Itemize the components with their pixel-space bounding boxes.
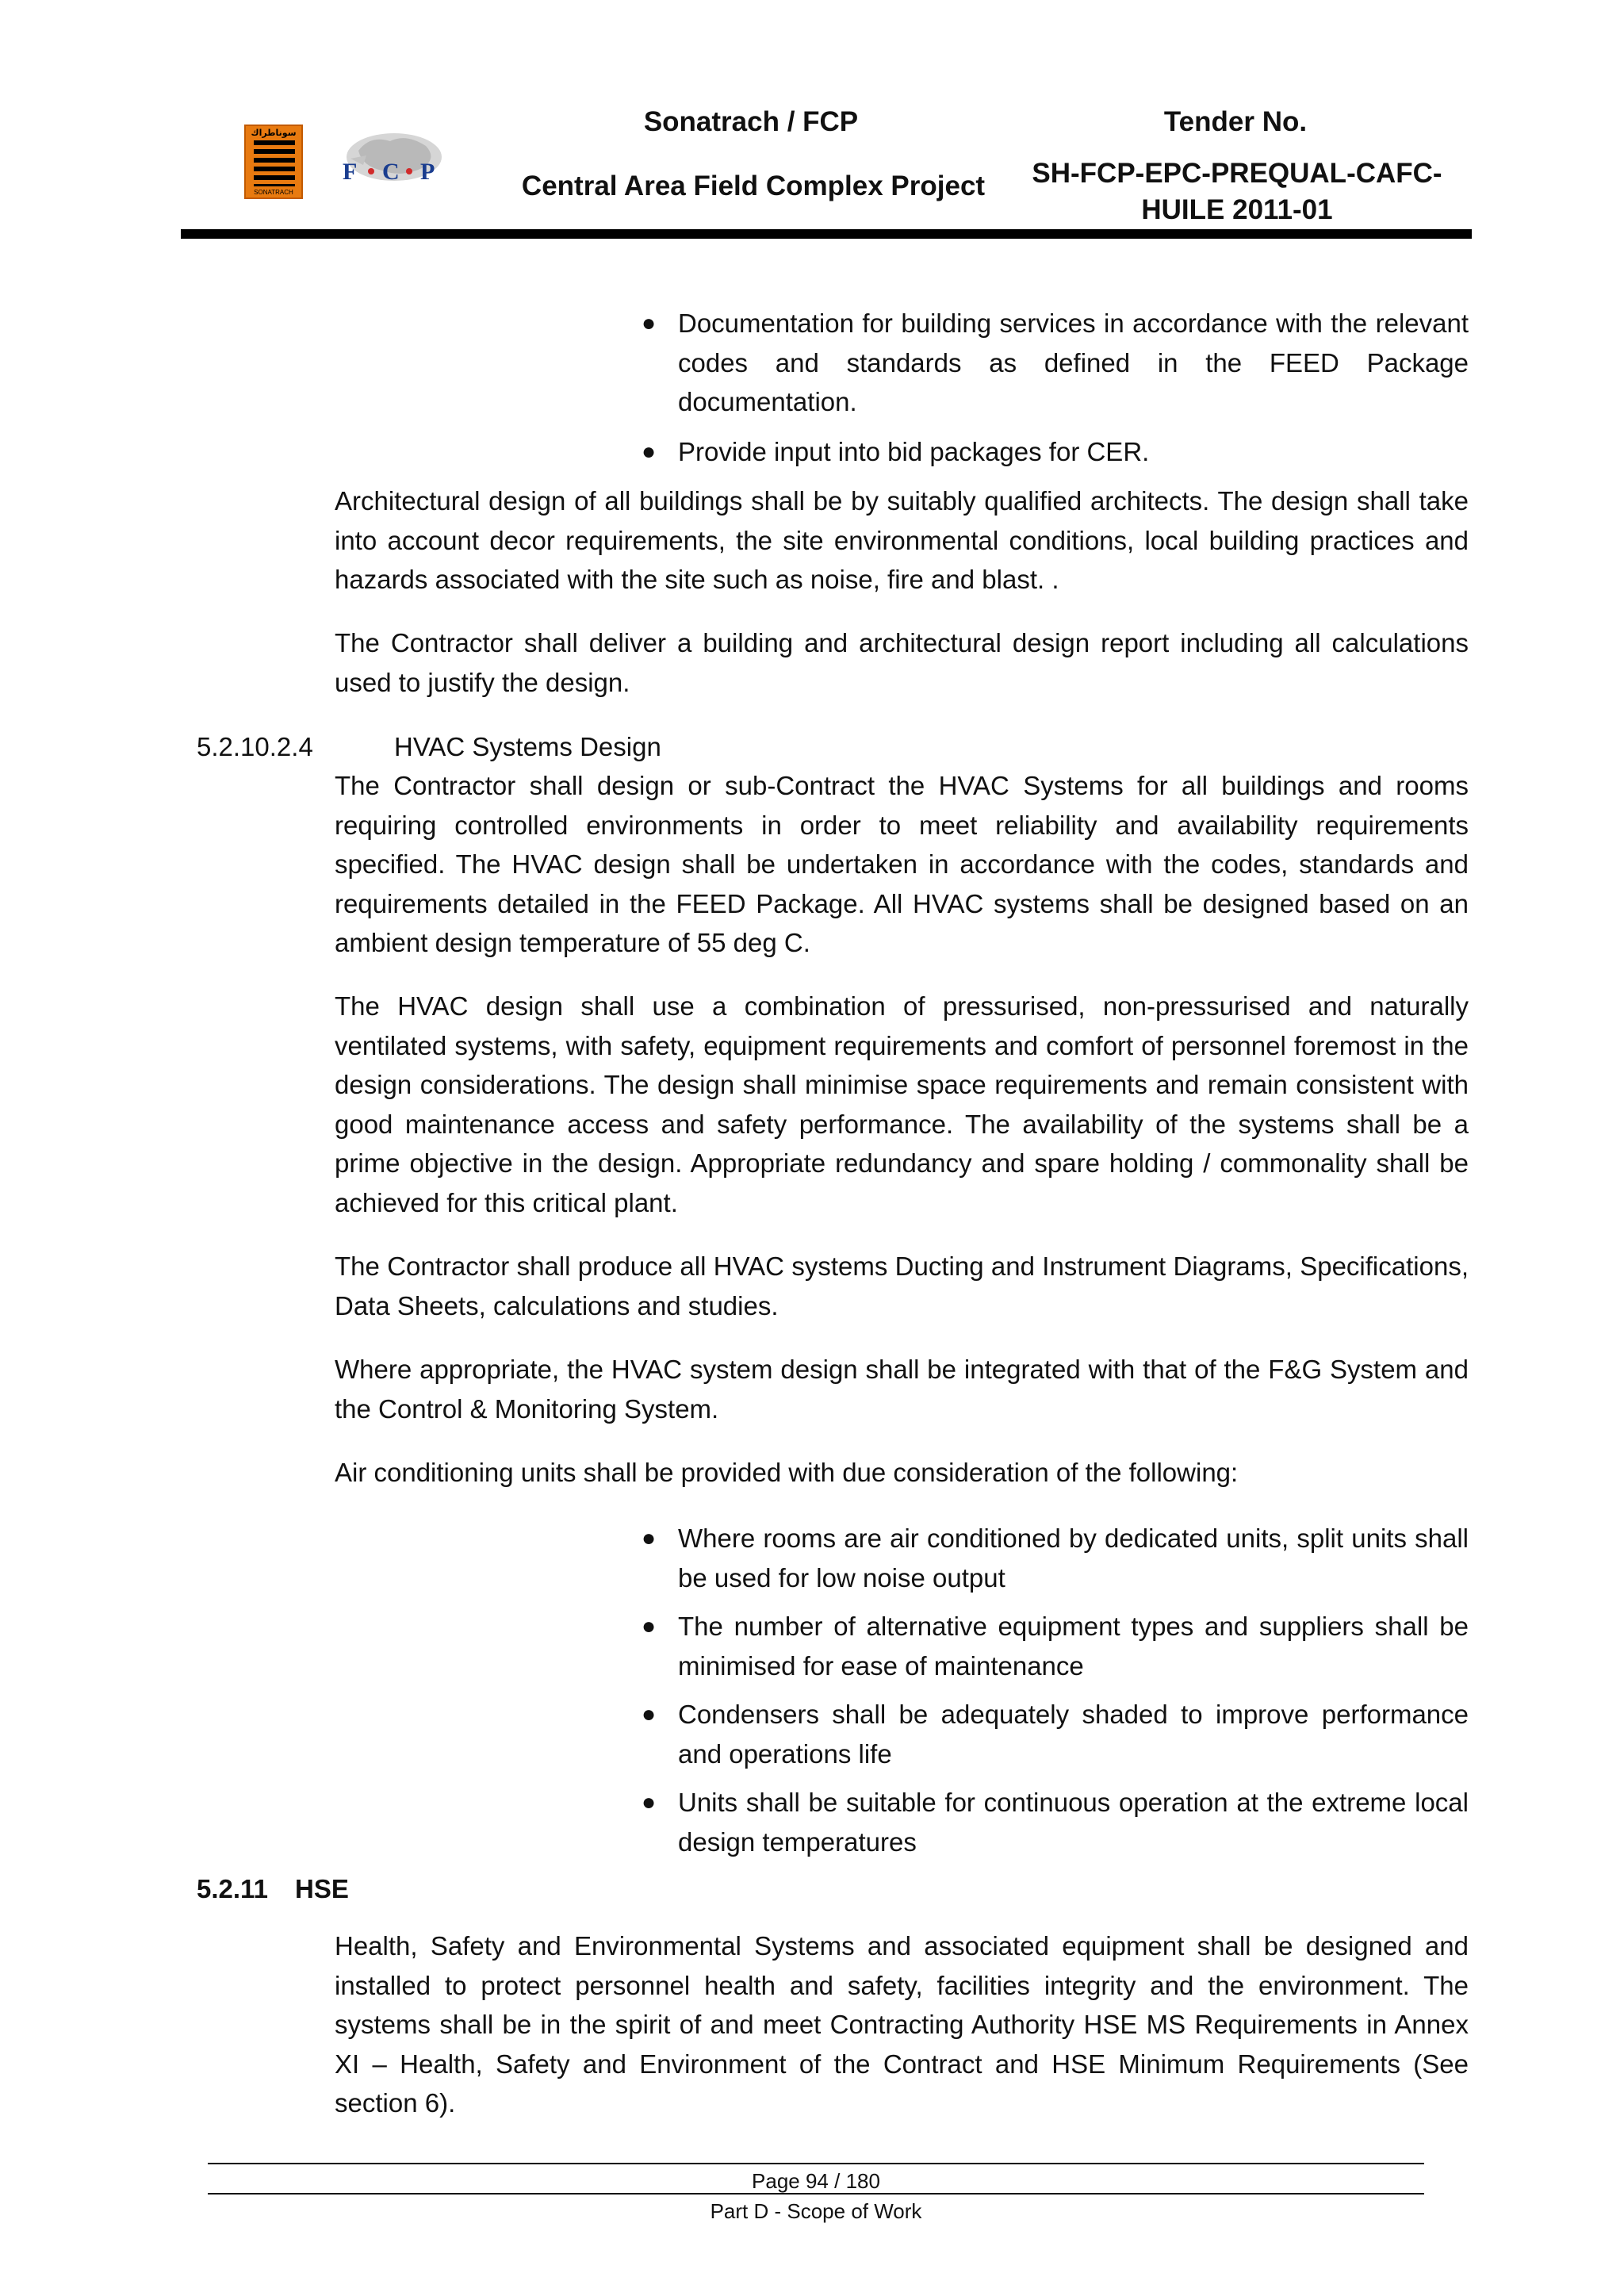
- bullet-item: ● Provide input into bid packages for CER.: [678, 432, 1469, 472]
- bullet-icon: ●: [642, 1789, 657, 1815]
- header-rule: [181, 229, 1472, 239]
- paragraph: Where appropriate, the HVAC system design shall be integrated with that of the F&G System and the Control & Monitoring System.: [335, 1355, 1469, 1424]
- paragraph: Air conditioning units shall be provided with due consideration of the following:: [335, 1458, 1239, 1487]
- paragraph: The Contractor shall deliver a building and architectural design report including all calculations used to justify the design.: [335, 628, 1469, 697]
- bullet-icon: ●: [642, 1701, 657, 1727]
- bullet-icon: ●: [642, 1613, 657, 1639]
- header-project: Central Area Field Complex Project: [521, 171, 986, 201]
- paragraph: Architectural design of all buildings shall be by suitably qualified architects. The design shall take into account decor requirements, the site environmental conditions, local building practices and hazards associated with the site such as noise, fire and blast. .: [335, 486, 1469, 594]
- section-title: HSE: [295, 1874, 349, 1903]
- section-number: 5.2.11: [197, 1874, 268, 1903]
- bullet-item: ● Documentation for building services in accordance with the relevant codes and standards as defined in the FEED Package documentation.: [678, 304, 1469, 422]
- footer-part: Part D - Scope of Work: [710, 2199, 922, 2223]
- fcp-letter-c: C: [382, 159, 400, 185]
- footer-rule-bottom: [208, 2193, 1424, 2194]
- sonatrach-logo-caption: SONATRACH: [254, 189, 293, 196]
- footer-rule-top: [208, 2163, 1424, 2164]
- sonatrach-logo-arabic: سوناطراك: [251, 128, 297, 138]
- bullet-icon: ●: [642, 1525, 657, 1551]
- paragraph: The Contractor shall design or sub-Contract the HVAC Systems for all buildings and rooms requiring controlled environments in order to meet reliability and availability requirements specified. The HVAC design shall be undertaken in accordance with the codes, standards and requirements detailed in the FEED Package. All HVAC systems shall be designed based on an ambient design temperature of 55 deg C.: [335, 771, 1469, 957]
- paragraph: Health, Safety and Environmental Systems and associated equipment shall be designed and installed to protect personnel health and safety, facilities integrity and the environment. The systems shall be in the spirit of and meet Contracting Authority HSE MS Requirements in Annex XI – Health, Safety and Environment of the Contract and HSE Minimum Requirements (See section 6).: [335, 1931, 1469, 2118]
- section-title: HVAC Systems Design: [394, 732, 661, 761]
- header-organization: Sonatrach / FCP: [643, 106, 859, 137]
- bullet-icon: ●: [642, 439, 657, 465]
- footer-page-number: Page 94 / 180: [752, 2169, 880, 2193]
- fcp-letter-f: F: [343, 159, 358, 185]
- sonatrach-logo: [244, 125, 303, 199]
- bullet-item: ● Units shall be suitable for continuous operation at the extreme local design temperatures: [678, 1783, 1469, 1861]
- fcp-letter-p: P: [420, 159, 435, 185]
- paragraph: The HVAC design shall use a combination of pressurised, non-pressurised and naturally ventilated systems, with safety, equipment requirements and comfort of personnel foremost in the design considerations. The design shall minimise space requirements and remain consistent with good maintenance access and safety performance. The availability of the systems shall be a prime objective in the design. Appropriate redundancy and spare holding / commonality shall be achieved for this critical plant.: [335, 991, 1469, 1217]
- sonatrach-logo-mark: [254, 140, 295, 186]
- fcp-logo: [327, 127, 454, 198]
- bullet-item: ● Where rooms are air conditioned by dedicated units, split units shall be used for low noise output: [678, 1519, 1469, 1597]
- header-tender-number: SH-FCP-EPC-PREQUAL-CAFC-HUILE 2011-01: [1032, 158, 1442, 225]
- header-tender-label: Tender No.: [1163, 106, 1308, 137]
- bullet-icon: ●: [642, 310, 657, 336]
- bullet-item: ● Condensers shall be adequately shaded to improve performance and operations life: [678, 1695, 1469, 1773]
- paragraph: The Contractor shall produce all HVAC systems Ducting and Instrument Diagrams, Specifications, Data Sheets, calculations and studies.: [335, 1251, 1469, 1320]
- section-number: 5.2.10.2.4: [197, 732, 313, 761]
- bullet-item: ● The number of alternative equipment types and suppliers shall be minimised for ease of maintenance: [678, 1607, 1469, 1685]
